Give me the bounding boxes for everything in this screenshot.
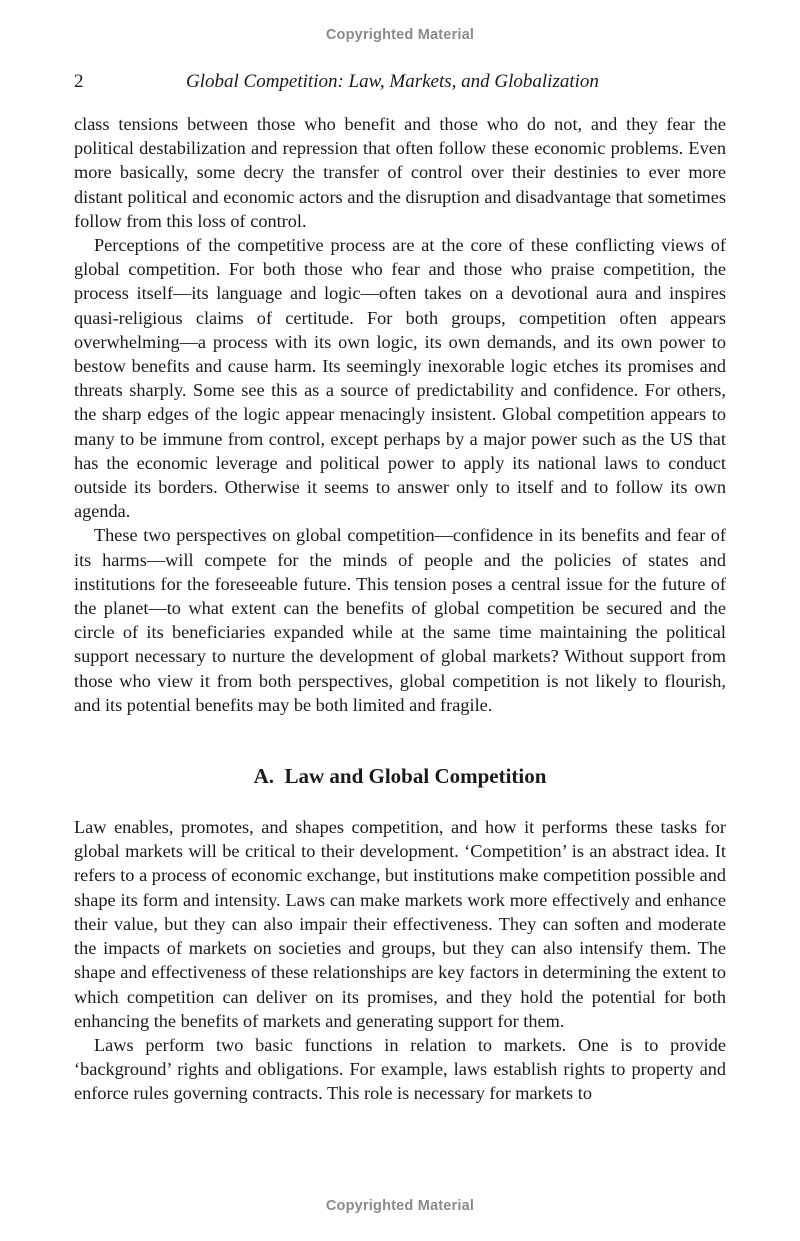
paragraph: Law enables, promotes, and shapes competition, and how it performs these tasks for global markets will be critical to their development. ‘Competition’ is an abstract idea. It refers to a process of economic exchange, but institutions make competition possible and shape its form and intensity. Laws can make markets work more effectively and enhance their value, but they can also impair their effectiveness. They can soften and moderate the impacts of markets on societies and groups, but they can also intensify them. The shape and effectiveness of these relationships are key factors in determining the extent to which competition can deliver on its promises, and they hold the potential for both enhancing the benefits of markets and generating support for them. — [74, 817, 726, 1031]
paragraph: Laws perform two basic functions in relation to markets. One is to provide ‘background’ rights and obligations. For example, laws establish rights to property and enforce rules governing contracts. This role is necessary for markets to — [74, 1034, 726, 1104]
paragraph: These two perspectives on global competition—confidence in its benefits and fear of its harms—will compete for the minds of people and the policies of states and institutions for the foreseeable future. This tension poses a central issue for the future of the planet—to what extent can the benefits of global competition be secured and the circle of its beneficiaries expanded while at the same time maintaining the political support necessary to nurture the development of global markets? Without support from those who view it from both perspectives, global competition is not likely to flourish, and its potential benefits may be both limited and fragile. — [74, 525, 726, 715]
paragraph: Perceptions of the competitive process are at the core of these conflicting views of global competition. For both those who fear and those who praise competition, the process itself—its language and logic—often takes on a devotional aura and inspires quasi-religious claims of certitude. For both groups, competition often appears overwhelming—a process with its own logic, its own demands, and its own power to bestow benefits and cause harm. Its seemingly inexorable logic etches its promises and threats sharply. Some see this as a source of predictability and confidence. For others, the sharp edges of the logic appear menacingly insistent. Global competition appears to many to be immune from control, except perhaps by a major power such as the US that has the economic leverage and political power to apply its national laws to conduct outside its borders. Otherwise it seems to answer only to itself and to follow its own agenda. — [74, 235, 726, 522]
page-number: 2 — [74, 71, 84, 92]
running-title: Global Competition: Law, Markets, and Globalization — [186, 71, 599, 92]
running-header — [74, 71, 726, 97]
copyright-watermark-top: Copyrighted Material — [325, 27, 475, 43]
section-heading: A. Law and Global Competition — [253, 764, 547, 789]
copyright-watermark-bottom: Copyrighted Material — [325, 1198, 475, 1214]
paragraph: class tensions between those who benefit and those who do not, and they fear the political destabilization and repression that often follow these economic problems. Even more basically, some decry the transfer of control over their destinies to ever more distant political and economic actors and the disruption and disadvantage that sometimes follow from this loss of control. — [74, 114, 726, 231]
body-text — [74, 112, 726, 1106]
